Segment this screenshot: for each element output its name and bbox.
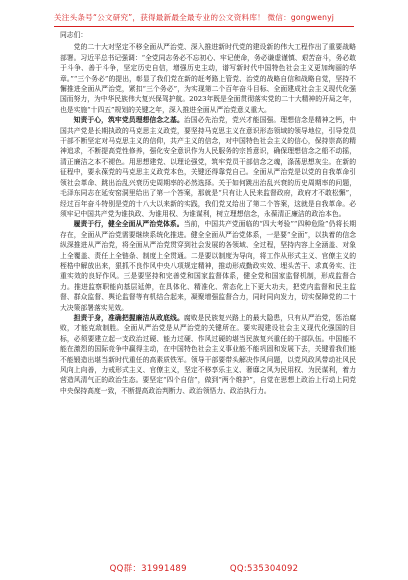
promo-banner: 关注头条号“公文研究”，获得最新最全最专业的公文资料库！ 微信：gongwenyj [54, 12, 354, 27]
paragraph-lead: 知责于心，筑牢党员理想信念之基。 [73, 116, 184, 125]
paragraph-text: 腐败是民族复兴路上的最大隐患，只有从严治党，惩治腐败，才能克敌制胜。全面从严治党是从严治党的关键所在。要实现建设社会主义现代化强国的目标，必须要建立起一支政治过硬、能力过硬、作风过硬的堪当民族复兴重任的干部队伍。中国能不能在激烈的国际竞争中赢得主动，在中国特色社会主义事业能不能巩固和发展下去，关键看我们能不能锻造出堪当新时代重任的高素质铁军。领导干部要带头解决作风问题，以党风政风带动社风民风向上向善，力戒形式主义、官僚主义，坚定不移享乐主义、奢靡之风为民用权、为民谋利，着力营造风清气正的政治生态。要坚定“四个自信”，做到“两个维护”，自觉在思想上政治上行动上同党中央保持高度一致，不断提高政治判断力、政治领悟力、政治执行力。 [60, 313, 357, 395]
paragraph-integrity [60, 313, 356, 396]
paragraph-lead: 担责于身，准确把握廉洁从政底线。 [73, 313, 184, 322]
paragraph-text: 当前，中国共产党面临的“四大考验”“四种危险”仍将长期存在，全面从严治党需要继续系统化推进。健全全面从严治党体系，一是要“全面”，以执着的信念纵深推进从严治党，将全面从严治党贯穿到社会发展的各领域、全过程，坚持内容上全涵盖、对象上全覆盖、责任上全链条、制度上全贯通。二是要以制度为导向，将工作从形式主义、官僚主义的桎梏中解放出来，狠抓不良作风中央八项规定精神，推动形成勤政实效、埋头苦干、求真务实、注重实效的良好作风。三是要坚持和完善党和国家监督体系，健全党和国家监督机制，形成监督合力。推进监察职能向基层延伸，在具体化、精准化、常态化上下更大功夫，把党内监督和民主监督、群众监督、舆论监督等有机结合起来，凝聚增强监督合力，同时同向发力，切实保障党的二十大决策部署落实见效。 [60, 220, 357, 312]
paragraph-text: 治国必先治党，党兴才能国强。理想信念是精神之钙，中国共产党是长期执政的马克思主义政党，要坚持马克思主义在意识形态领域的领导地位，引导党员干部不断坚定对马克思主义的信仰，共产主义的信念，对中国特色社会主义的信心，保持崇高的精神追求，不断提高党性修养，强化安全意识作为人民服务的宗旨意识，确保理想信念之船不动摇，清正廉洁之本不褪色。用思想建党、以理论强党，筑牢党员干部信念之魂，涤荡思想灰尘。在新的征程中，要永葆党的马克思主义政党本色，关键还得靠党自己。全面从严治党是以党的自我革命引领社会革命、跳出治乱兴衰历史周期率的必然选择。关于如何跳出治乱兴衰的历史周期率的问题，毛泽东同志在延安窑洞里给出了第一个答案，那就是“只有让人民来监督政府，政府才不敢松懈”，经过百年奋斗特别是党的十八大以来新的实践，我们党又给出了第二个答案，这就是自我革命。必须牢记中国共产党为谁执政、为谁用权、为谁谋利，树立理想信念，永葆清正廉洁的政治本色。 [60, 116, 357, 218]
qq-group-number: QQ群：31991489 [109, 564, 187, 574]
paragraph-intro [60, 42, 356, 115]
paragraph-system [60, 219, 356, 313]
paragraph-lead: 履责于行，健全全面从严治党体系。 [73, 220, 184, 229]
contact-footer [0, 562, 408, 574]
document-body [60, 30, 356, 396]
paragraph-ideals [60, 115, 356, 219]
qq-number: QQ:535304092 [229, 564, 299, 574]
greeting: 同志们： [60, 31, 88, 39]
paragraph-text: 党的二十大对坚定不移全面从严治党、深入推进新时代党的建设新的伟大工程作出了重要战略部署。习近平总书记强调：“全党同志务必不忘初心、牢记使命，务必谦虚谨慎、艰苦奋斗，务必敢于斗争、善于斗争，坚定历史自信，增强历史主动，谱写新时代中国特色社会主义更加绚丽的华章。”“三个务必”的提出，彰显了我们党在新的赶考路上管党、治党的战略自信和战略自觉，坚持不懈推进全面从严治党，紧扣“三个务必”，为实现第二个百年奋斗目标、全面建成社会主义现代化强国而努力，为中华民族伟大复兴保驾护航。2023年既是全面贯彻落实党的二十大精神的开局之年，也是实施“十四五”规划的关键之年，深入推进全面从严治党意义重大。 [60, 43, 356, 114]
